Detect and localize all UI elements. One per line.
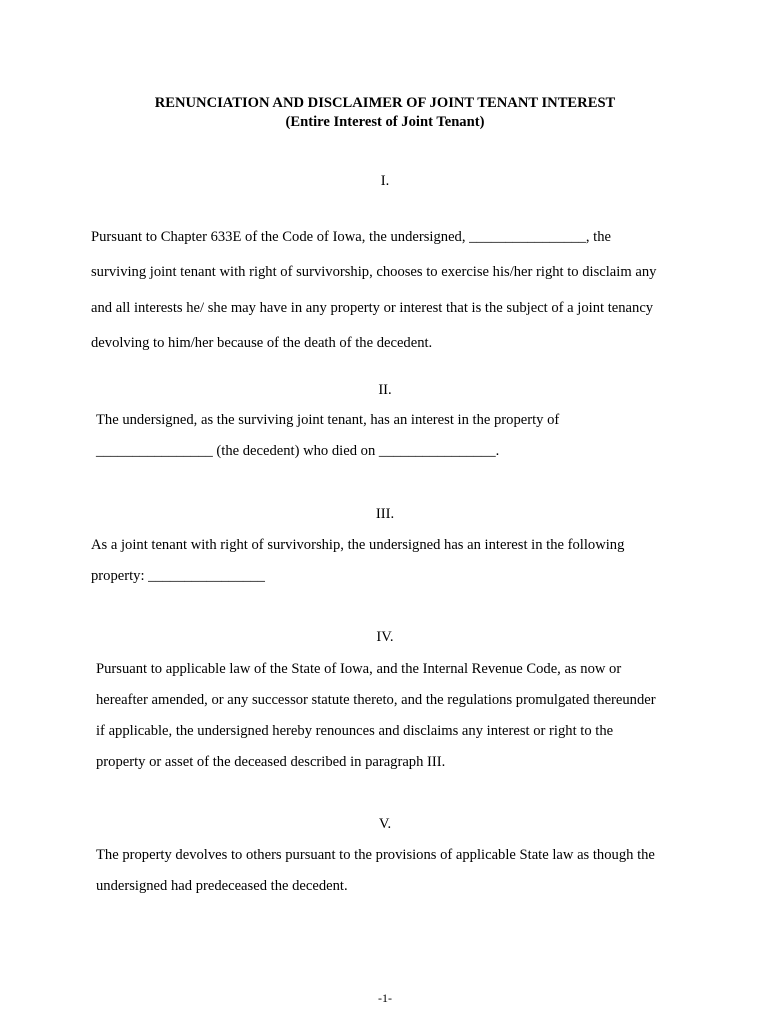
section-5-line: The property devolves to others pursuant to the provisions of applicable State law as though the [96, 847, 655, 863]
page-number: -1- [378, 991, 392, 1005]
section-heading-3: III. [375, 506, 395, 522]
section-1-line: surviving joint tenant with right of survivorship, chooses to exercise his/her right to disclaim any [91, 264, 657, 280]
section-heading-2: II. [378, 382, 392, 398]
section-4-line: property or asset of the deceased described in paragraph III. [96, 754, 446, 770]
section-3-line: property: ________________ [91, 568, 265, 584]
section-4-line: Pursuant to applicable law of the State of Iowa, and the Internal Revenue Code, as now or [96, 661, 622, 677]
section-2-line: The undersigned, as the surviving joint tenant, has an interest in the property of [96, 412, 560, 428]
section-1-line: devolving to him/her because of the death of the decedent. [91, 335, 433, 351]
section-3-line: As a joint tenant with right of survivorship, the undersigned has an interest in the following [91, 537, 625, 553]
section-heading-4: IV. [376, 629, 394, 645]
section-heading-1: I. [380, 173, 390, 189]
section-heading-5: V. [378, 816, 392, 832]
document-title: RENUNCIATION AND DISCLAIMER OF JOINT TENANT INTEREST [154, 95, 616, 111]
section-1-line: and all interests he/ she may have in any property or interest that is the subject of a joint tenancy [91, 300, 654, 316]
section-2-line: ________________ (the decedent) who died on ________________. [96, 443, 500, 459]
section-4-line: hereafter amended, or any successor statute thereto, and the regulations promulgated thereunder [96, 692, 656, 708]
section-4-line: if applicable, the undersigned hereby renounces and disclaims any interest or right to the [96, 723, 614, 739]
document-subtitle: (Entire Interest of Joint Tenant) [285, 114, 485, 130]
section-5-line: undersigned had predeceased the decedent. [96, 878, 348, 894]
section-1-line: Pursuant to Chapter 633E of the Code of Iowa, the undersigned, ________________, the [91, 229, 612, 245]
